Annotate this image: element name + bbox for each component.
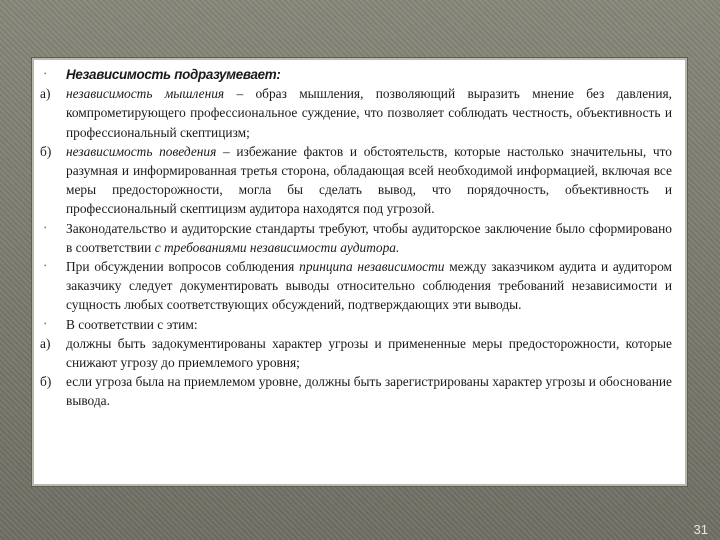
item-text: если угроза была на приемлемом уровне, должны быть зарегистрированы характер угрозы и обоснование вывода.	[66, 374, 672, 409]
item-b-behavior	[40, 142, 672, 219]
item-marker: а)	[40, 86, 51, 102]
bullet-legislation	[40, 219, 672, 257]
intro-paragraph	[40, 65, 672, 84]
item-marker: б)	[40, 374, 52, 390]
item-marker: б)	[40, 143, 52, 159]
item-b-registered	[40, 372, 672, 410]
bullet-text: Законодательство и аудиторские стандарты требуют, чтобы аудиторское заключение было сформировано в соответствии	[66, 220, 672, 255]
bullet-emphasis: с требованиями независимости аудитора.	[154, 239, 400, 255]
bullet-icon: •	[44, 223, 47, 232]
bullet-text: При обсуждении вопросов соблюдения	[66, 259, 300, 275]
item-a-thinking	[40, 84, 672, 142]
item-a-documented	[40, 334, 672, 372]
term-thinking-independence: независимость мышления	[66, 86, 225, 102]
bullet-text: В соответствии с этим:	[66, 316, 198, 332]
item-text: – избежание фактов и обстоятельств, которые настолько значительны, что разумная и информированная третья сторона, обладающая всей необходимой информацией, включая все меры предосторожности, могла бы сделать вывод, что порядочность, объективность и профессиональный скептицизм аудитора находятся под угрозой.	[66, 143, 672, 217]
bullet-accordance	[40, 315, 672, 334]
term-behavior-independence: независимость поведения	[66, 143, 217, 159]
bullet-text-after: между заказчиком аудита и аудитором заказчику следует документировать выводы относительно соблюдения требований независимости и сущность любых соответствующих обсуждений, подтверждающих эти выводы.	[66, 259, 672, 313]
intro-title: Независимость подразумевает:	[66, 67, 281, 82]
slide-content	[40, 65, 672, 411]
bullet-icon: •	[44, 262, 47, 271]
page-number: 31	[693, 522, 708, 537]
item-marker: а)	[40, 335, 51, 351]
item-text: – образ мышления, позволяющий выразить мнение без давления, компрометирующего профессиональное суждение, что позволяет соблюдать честность, объективность и профессиональный скептицизм;	[66, 86, 672, 140]
bullet-icon: •	[44, 319, 47, 328]
bullet-emphasis: принципа независимости	[299, 259, 445, 275]
item-text: должны быть задокументированы характер угрозы и примененные меры предосторожности, которые снижают угрозу до приемлемого уровня;	[66, 335, 672, 371]
bullet-discussion	[40, 257, 672, 315]
bullet-icon: •	[44, 70, 47, 78]
